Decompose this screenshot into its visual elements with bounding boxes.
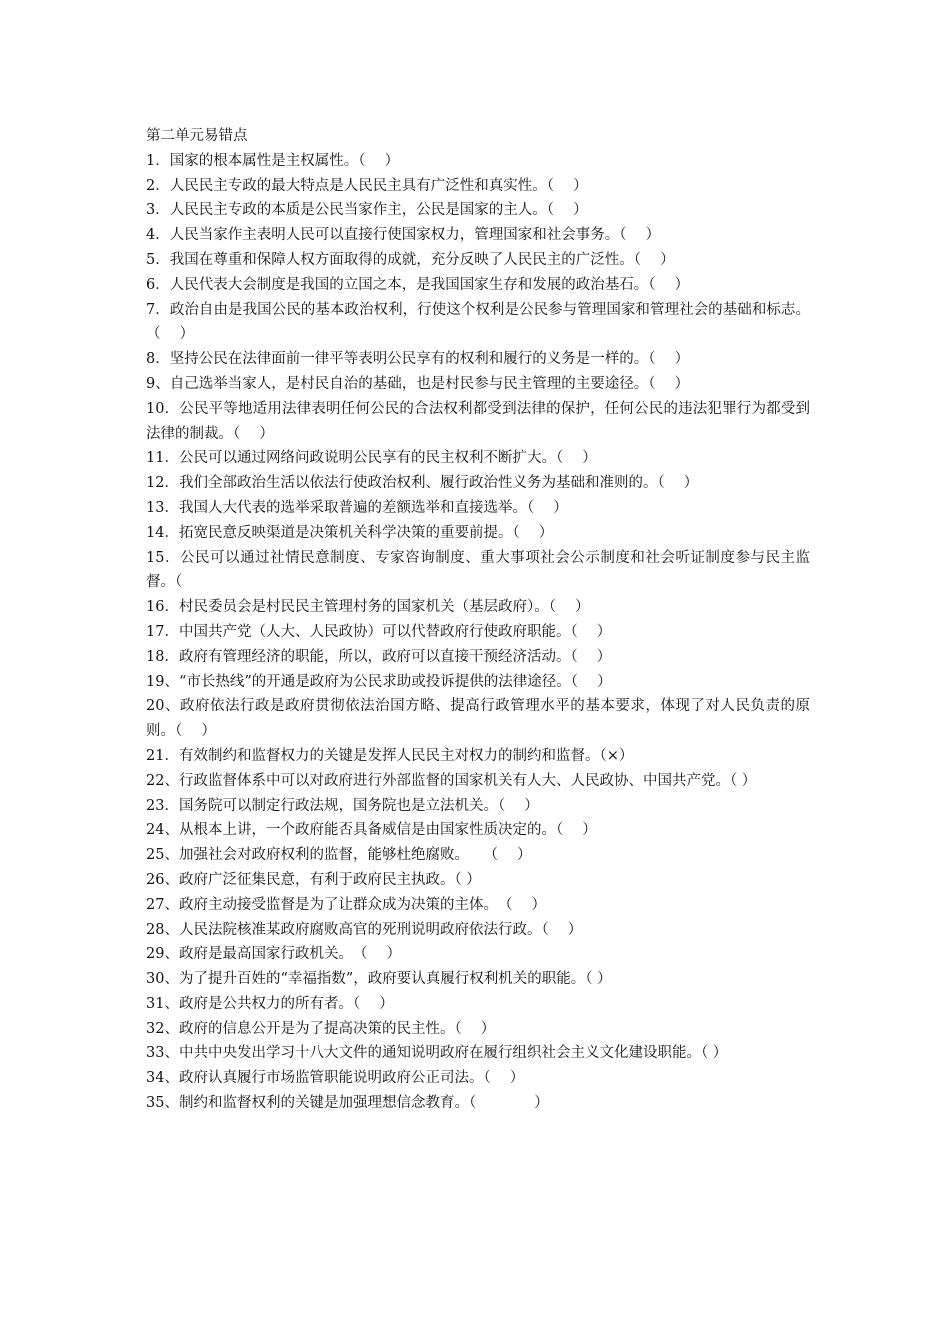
list-item: 4．人民当家作主表明人民可以直接行使国家权力，管理国家和社会事务。（ ）	[146, 227, 661, 244]
list-item: 1．国家的根本属性是主权属性。（ ）	[146, 152, 400, 169]
list-item: 35、制约和监督权利的关键是加强理想信念教育。（ ）	[146, 1095, 549, 1112]
list-item: 21．有效制约和监督权力的关键是发挥人民民主对权力的制约和监督。（×）	[146, 747, 634, 764]
list-item: 30、为了提升百姓的“幸福指数”，政府要认真履行权利机关的职能。（ ）	[146, 971, 612, 988]
list-item: 5．我国在尊重和保障人权方面取得的成就，充分反映了人民民主的广泛性。（ ）	[146, 251, 675, 268]
list-item: 19、“市长热线”的开通是政府为公民求助或投诉提供的法律途径。（ ）	[146, 673, 612, 690]
list-item: 24、从根本上讲，一个政府能否具备威信是由国家性质决定的。（ ）	[146, 822, 597, 839]
document-page	[146, 124, 810, 1116]
list-item: 25、加强社会对政府权利的监督，能够杜绝腐败。 （ ）	[146, 847, 532, 864]
list-item: 6．人民代表大会制度是我国的立国之本，是我国国家生存和发展的政治基石。（ ）	[146, 276, 690, 293]
list-item: 33、中共中央发出学习十八大文件的通知说明政府在履行组织社会主义文化建设职能。（ ）	[146, 1045, 728, 1062]
list-item: 7．政治自由是我国公民的基本政治权利，行使这个权利是公民参与管理国家和管理社会的基础和标志。（ ）	[146, 301, 810, 343]
list-item: 13．我国人大代表的选举采取普遍的差额选举和直接选举。（ ）	[146, 499, 568, 516]
list-item: 15．公民可以通过社情民意制度、专家咨询制度、重大事项社会公示制度和社会听证制度参与民主监督。（	[146, 549, 810, 591]
document-title: 第二单元易错点	[146, 128, 248, 144]
list-item: 11．公民可以通过网络问政说明公民享有的民主权利不断扩大。（ ）	[146, 450, 597, 467]
list-item: 10．公民平等地适用法律表明任何公民的合法权利都受到法律的保护，任何公民的违法犯罪行为都受到法律的制裁。（ ）	[146, 400, 810, 442]
list-item: 27、政府主动接受监督是为了让群众成为决策的主体。 （ ）	[146, 896, 547, 913]
list-item: 32、政府的信息公开是为了提高决策的民主性。（ ）	[146, 1020, 496, 1037]
question-list	[146, 149, 810, 1116]
list-item: 12．我们全部政治生活以依法行使政治权利、履行政治性义务为基础和准则的。（ ）	[146, 475, 699, 492]
list-item: 31、政府是公共权力的所有者。（ ）	[146, 995, 394, 1012]
list-item: 20、政府依法行政是政府贯彻依法治国方略、提高行政管理水平的基本要求，体现了对人民负责的原则。（ ）	[146, 698, 810, 740]
list-item: 8．坚持公民在法律面前一律平等表明公民享有的权利和履行的义务是一样的。（ ）	[146, 351, 690, 368]
list-item: 29、政府是最高国家行政机关。 （ ）	[146, 946, 402, 963]
list-item: 34、政府认真履行市场监管职能说明政府公正司法。（ ）	[146, 1070, 525, 1087]
list-item: 23．国务院可以制定行政法规，国务院也是立法机关。（ ）	[146, 797, 539, 814]
list-item: 28、人民法院核准某政府腐败高官的死刑说明政府依法行政。（ ）	[146, 921, 583, 938]
list-item: 9、自己选举当家人，是村民自治的基础，也是村民参与民主管理的主要途径。（ ）	[146, 375, 690, 392]
list-item: 2．人民民主专政的最大特点是人民民主具有广泛性和真实性。（ ）	[146, 177, 588, 194]
list-item: 22、行政监督体系中可以对政府进行外部监督的国家机关有人大、人民政协、中国共产党。（ ）	[146, 772, 757, 789]
list-item: 18．政府有管理经济的职能，所以，政府可以直接干预经济活动。（ ）	[146, 648, 612, 665]
list-item: 26、政府广泛征集民意，有利于政府民主执政。（ ）	[146, 871, 481, 888]
list-item: 14．拓宽民意反映渠道是决策机关科学决策的重要前提。（ ）	[146, 524, 554, 541]
list-item: 17．中国共产党（人大、人民政协）可以代替政府行使政府职能。（ ）	[146, 623, 612, 640]
list-item: 3．人民民主专政的本质是公民当家作主，公民是国家的主人。（ ）	[146, 202, 588, 219]
list-item: 16．村民委员会是村民民主管理村务的国家机关（基层政府）。（ ）	[146, 599, 590, 616]
